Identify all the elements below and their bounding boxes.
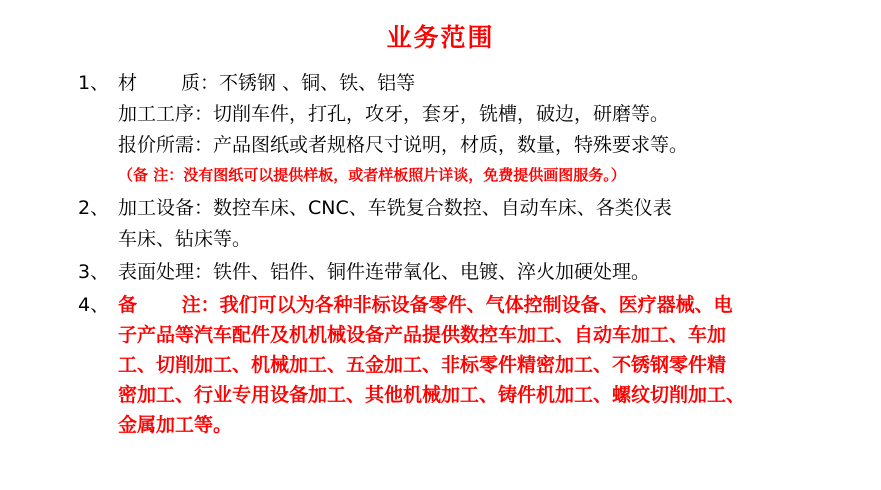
- list-item-number: 3、: [78, 261, 110, 283]
- material-line: 材 质：不锈钢 、铜、铁、铝等: [118, 72, 416, 94]
- list-item: [78, 68, 845, 189]
- list-item: [78, 257, 845, 288]
- equipment-line-2: 车床、钻床等。: [118, 228, 252, 250]
- equipment-line-1: 加工设备：数控车床、CNC、车铣复合数控、自动车床、各类仪表: [118, 197, 672, 219]
- list-item-content: [118, 193, 845, 255]
- list-item-content: [118, 257, 845, 288]
- remark-line-2: 子产品等汽车配件及机机械设备产品提供数控车加工、自动车加工、车加: [118, 324, 727, 346]
- list-item-content: [118, 290, 845, 440]
- note-line: （备 注：没有图纸可以提供样板，或者样板照片详谈，免费提供画图服务。）: [118, 166, 626, 184]
- list-item-content: [118, 68, 845, 189]
- remark-line-5: 金属加工等。: [118, 414, 233, 436]
- remark-line-3: 工、切削加工、机械加工、五金加工、非标零件精密加工、不锈钢零件精: [118, 354, 727, 376]
- remark-line-4: 密加工、行业专用设备加工、其他机械加工、铸件机加工、螺纹切削加工、: [118, 384, 746, 406]
- list-item: [78, 193, 845, 255]
- list-item-number: 4、: [78, 294, 110, 316]
- list-item: [78, 290, 845, 440]
- quote-requirements-line: 报价所需：产品图纸或者规格尺寸说明，材质，数量，特殊要求等。: [118, 134, 689, 156]
- list-item-number: 2、: [78, 197, 110, 219]
- page-title: 业务范围: [386, 23, 495, 52]
- list-item-number: 1、: [78, 72, 110, 94]
- surface-treatment-line: 表面处理：铁件、铝件、铜件连带氧化、电镀、淬火加硬处理。: [118, 261, 651, 283]
- process-line: 加工工序：切削车件，打孔，攻牙，套牙，铣槽，破边，研磨等。: [118, 103, 670, 125]
- remark-line-1: 备 注：我们可以为各种非标设备零件、气体控制设备、医疗器械、电: [118, 294, 733, 316]
- document-body: [0, 58, 881, 440]
